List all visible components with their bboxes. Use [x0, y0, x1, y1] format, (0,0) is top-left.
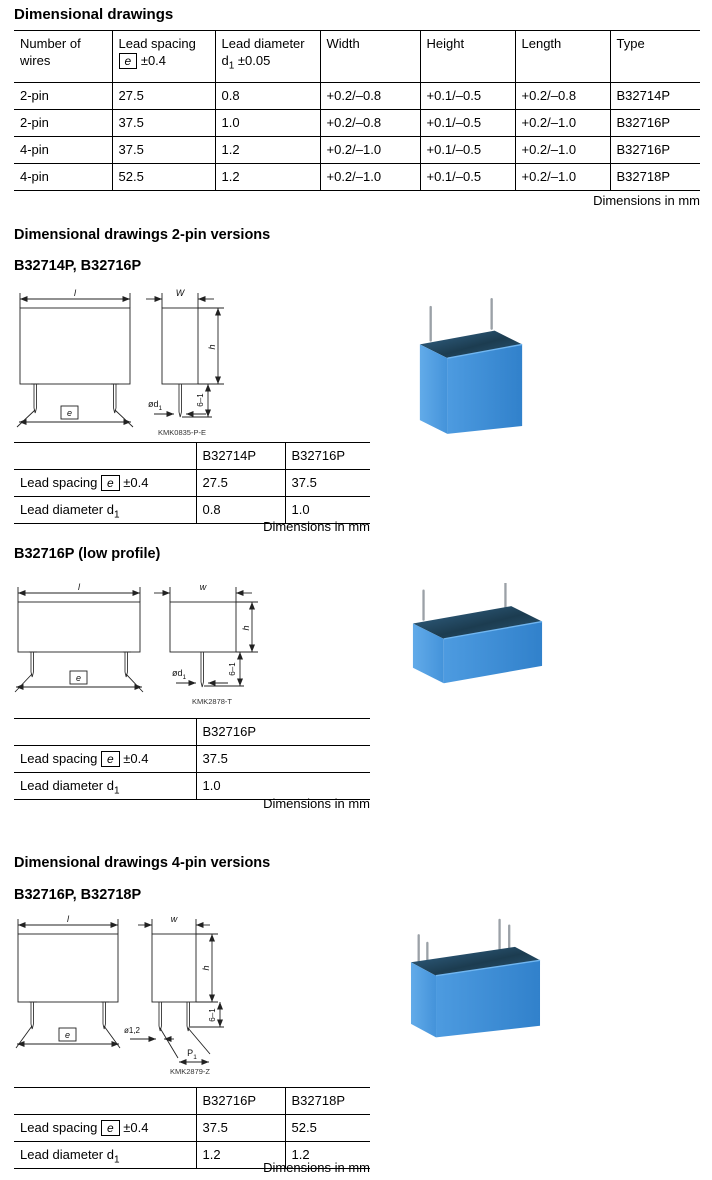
capacitor-photo-low-profile: [405, 583, 550, 689]
col-header-length: Length: [515, 31, 610, 83]
table-row: [14, 470, 370, 497]
dim-label-l: l: [74, 288, 76, 298]
table-row: [14, 164, 700, 191]
section-heading-low-profile: B32716P (low profile): [14, 546, 161, 562]
cell-spacing: 52.5: [285, 1115, 370, 1142]
cell-diameter: 1.0: [285, 497, 370, 524]
capacitor-photo-4pin: [403, 916, 548, 1046]
cell-length: +0.2/–1.0: [515, 110, 610, 137]
dim-label-lead-diameter: $ød_1$: [148, 399, 163, 412]
table-row: [14, 137, 700, 164]
dim-label-w: W: [175, 288, 185, 298]
dim-label-lead-length: 6–1: [196, 393, 205, 407]
cell-width: +0.2/–0.8: [320, 83, 420, 110]
col-header-type: B32716P: [285, 443, 370, 470]
col-header-type: Type: [610, 31, 700, 83]
cell-wires: 2-pin: [14, 83, 112, 110]
dim-label-l: l: [78, 582, 80, 592]
dimensions-note: Dimensions in mm: [593, 193, 700, 208]
cell-type: B32716P: [610, 110, 700, 137]
cell-wires: 4-pin: [14, 164, 112, 191]
label-text: Lead diameter d: [20, 502, 114, 517]
e-symbol-box: e: [119, 53, 138, 69]
dim-label-e: e: [64, 1030, 71, 1040]
symbol-text: d: [221, 53, 229, 68]
cell-length: +0.2/–1.0: [515, 137, 610, 164]
dim-label-w: w: [199, 582, 207, 592]
tolerance-text: ±0.4: [123, 1120, 149, 1135]
dimensions-overview-table: [14, 30, 700, 191]
col-header-number-of-wires: [14, 31, 112, 83]
label-text: Lead spacing: [20, 1120, 98, 1135]
cell-width: +0.2/–1.0: [320, 164, 420, 191]
dim-label-h: h: [201, 965, 211, 971]
cell-diameter: 1.2: [196, 1142, 285, 1169]
cell-spacing: 37.5: [285, 470, 370, 497]
dimensions-note: Dimensions in mm: [263, 519, 370, 534]
row-label-lead-spacing: [14, 746, 196, 773]
cell-height: +0.1/–0.5: [420, 137, 515, 164]
spec-table-2pin: [14, 442, 370, 524]
cell-diameter: 0.8: [196, 497, 285, 524]
cell-length: +0.2/–0.8: [515, 83, 610, 110]
symbol-subscript: 1: [113, 1154, 120, 1166]
cell-diameter: 1.2: [215, 164, 320, 191]
dim-label-l: l: [67, 914, 69, 924]
dimensional-drawing-low-profile: [12, 582, 262, 715]
empty-header-cell: [14, 443, 196, 470]
dim-label-w: w: [170, 914, 178, 924]
col-header-type: B32718P: [285, 1088, 370, 1115]
table-row: [14, 110, 700, 137]
section-types-2pin: B32714P, B32716P: [14, 258, 142, 274]
cell-spacing: 27.5: [196, 470, 285, 497]
dim-label-lead-length: 6–1: [228, 662, 237, 676]
e-symbol-box: e: [101, 751, 120, 767]
cell-type: B32718P: [610, 164, 700, 191]
table-row: [14, 746, 370, 773]
row-label-lead-spacing: [14, 470, 196, 497]
tolerance-text: ±0.4: [140, 53, 167, 68]
header-text: Lead spacing: [118, 36, 196, 51]
cell-spacing: 37.5: [196, 1115, 285, 1142]
drawing-code: KMK0835-P-E: [158, 428, 206, 437]
dim-label-h: h: [241, 625, 251, 631]
dim-label-e: e: [75, 673, 82, 683]
spec-table-4pin: [14, 1087, 370, 1169]
label-text: Lead diameter d: [20, 1147, 114, 1162]
dim-label-lead-length: 6–1: [208, 1008, 217, 1022]
dimensions-note: Dimensions in mm: [263, 1160, 370, 1175]
cell-spacing: 37.5: [112, 110, 215, 137]
table-header-row: [14, 1088, 370, 1115]
section-types-4pin: B32716P, B32718P: [14, 887, 142, 903]
tolerance-text: ±0.4: [123, 751, 149, 766]
drawing-code: KMK2879-Z: [169, 1067, 211, 1076]
empty-header-cell: [14, 1088, 196, 1115]
table-header-row: [14, 719, 370, 746]
table-header-row: [14, 443, 370, 470]
cell-height: +0.1/–0.5: [420, 164, 515, 191]
symbol-subscript: 1: [228, 60, 235, 72]
cell-diameter: 1.0: [215, 110, 320, 137]
dim-label-lead-diameter: $ød_1$: [172, 668, 187, 681]
empty-header-cell: [14, 719, 196, 746]
cell-height: +0.1/–0.5: [420, 110, 515, 137]
cell-wires: 2-pin: [14, 110, 112, 137]
dim-label-h: h: [207, 344, 217, 350]
cell-diameter: 0.8: [215, 83, 320, 110]
cell-spacing: 37.5: [196, 746, 370, 773]
cell-width: +0.2/–1.0: [320, 137, 420, 164]
header-text: Lead diameter: [221, 36, 305, 51]
table-row: [14, 1115, 370, 1142]
col-header-lead-diameter: [215, 31, 320, 83]
label-text: Lead spacing: [20, 475, 98, 490]
cell-width: +0.2/–0.8: [320, 110, 420, 137]
header-text: Number of: [20, 36, 81, 51]
dim-label-e: e: [66, 408, 73, 418]
col-header-height: Height: [420, 31, 515, 83]
cell-diameter: 1.0: [196, 773, 370, 800]
e-symbol-box: e: [101, 475, 120, 491]
header-text: wires: [20, 53, 51, 68]
tolerance-text: ±0.05: [237, 53, 271, 68]
dimensional-drawing-2pin: [12, 286, 242, 438]
section-heading-4pin: Dimensional drawings 4-pin versions: [14, 855, 271, 871]
col-header-type: B32716P: [196, 719, 370, 746]
table-header-row: [14, 31, 700, 83]
section-heading-2pin: Dimensional drawings 2-pin versions: [14, 227, 271, 243]
label-text: Lead diameter d: [20, 778, 114, 793]
dim-label-p1: $P_1$: [187, 1048, 197, 1061]
col-header-type: B32714P: [196, 443, 285, 470]
cell-spacing: 27.5: [112, 83, 215, 110]
e-symbol-box: e: [101, 1120, 120, 1136]
cell-diameter: 1.2: [285, 1142, 370, 1169]
cell-length: +0.2/–1.0: [515, 164, 610, 191]
tolerance-text: ±0.4: [123, 475, 149, 490]
cell-type: B32714P: [610, 83, 700, 110]
spec-table-low-profile: [14, 718, 370, 800]
dim-label-lead-diameter: ø1,2: [124, 1026, 141, 1035]
dimensional-drawing-4pin: [12, 910, 247, 1078]
col-header-lead-spacing: [112, 31, 215, 83]
col-header-type: B32716P: [196, 1088, 285, 1115]
row-label-lead-spacing: [14, 1115, 196, 1142]
cell-spacing: 37.5: [112, 137, 215, 164]
capacitor-photo-2pin: [412, 297, 530, 440]
col-header-width: Width: [320, 31, 420, 83]
dimensions-note: Dimensions in mm: [263, 796, 370, 811]
table-row: [14, 83, 700, 110]
cell-spacing: 52.5: [112, 164, 215, 191]
drawing-code: KMK2878-T: [191, 697, 233, 706]
symbol-subscript: 1: [113, 509, 120, 521]
label-text: Lead spacing: [20, 751, 98, 766]
capacitor-front-face: [447, 344, 522, 433]
cell-diameter: 1.2: [215, 137, 320, 164]
symbol-subscript: 1: [113, 785, 120, 797]
page-title: Dimensional drawings: [14, 6, 174, 23]
capacitor-side-face: [420, 344, 448, 433]
cell-height: +0.1/–0.5: [420, 83, 515, 110]
cell-wires: 4-pin: [14, 137, 112, 164]
cell-type: B32716P: [610, 137, 700, 164]
